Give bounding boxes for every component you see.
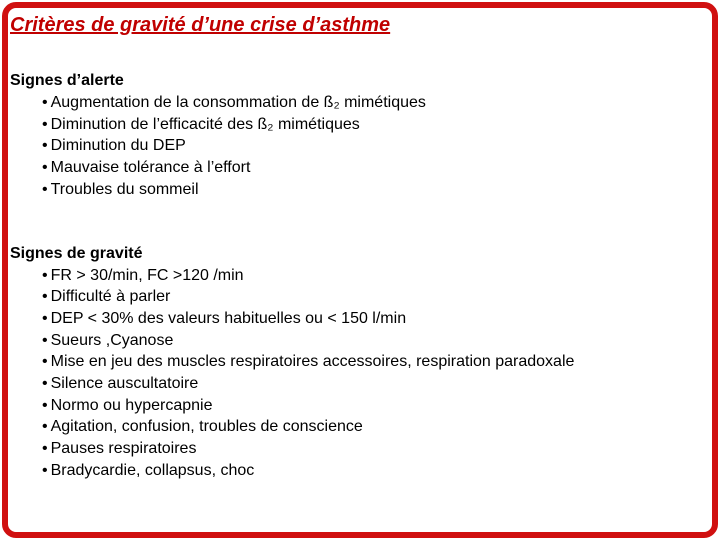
list-item <box>42 308 706 330</box>
bullet-text: Mauvaise tolérance à l’effort <box>50 159 251 177</box>
list-item <box>42 395 706 417</box>
section-signes-gravite <box>10 243 706 482</box>
bullet-icon: • <box>42 288 48 306</box>
bullet-icon: • <box>42 159 48 177</box>
bullet-list <box>10 265 706 482</box>
bullet-icon: • <box>42 115 48 133</box>
bullet-text: Sueurs ,Cyanose <box>50 331 174 349</box>
bullet-icon: • <box>42 137 48 155</box>
list-item <box>42 351 706 373</box>
list-item <box>42 114 706 136</box>
list-item <box>42 416 706 438</box>
bullet-icon: • <box>42 396 48 414</box>
bullet-icon: • <box>42 440 48 458</box>
list-item <box>42 460 706 482</box>
slide-content <box>10 12 706 482</box>
list-item <box>42 438 706 460</box>
list-item <box>42 373 706 395</box>
bullet-list <box>10 92 706 201</box>
bullet-icon: • <box>42 461 48 479</box>
bullet-text: Diminution de l’efficacité des ß₂ mimétiques <box>50 115 360 133</box>
list-item <box>42 92 706 114</box>
bullet-text: Augmentation de la consommation de ß₂ mimétiques <box>50 94 426 111</box>
bullet-icon: • <box>42 94 48 111</box>
list-item <box>42 135 706 157</box>
section-heading: Signes d’alerte <box>10 72 124 89</box>
list-item <box>42 286 706 308</box>
list-item <box>42 330 706 352</box>
bullet-text: Normo ou hypercapnie <box>50 396 213 414</box>
bullet-text: Silence auscultatoire <box>50 375 199 393</box>
bullet-text: FR > 30/min, FC >120 /min <box>50 266 244 284</box>
bullet-icon: • <box>42 331 48 349</box>
section-signes-alerte <box>10 70 706 201</box>
bullet-text: DEP < 30% des valeurs habituelles ou < 150 l/min <box>50 309 407 327</box>
list-item <box>42 179 706 201</box>
bullet-icon: • <box>42 375 48 393</box>
bullet-text: Bradycardie, collapsus, choc <box>50 461 255 479</box>
slide-title: Critères de gravité d’une crise d’asthme <box>10 14 391 36</box>
bullet-text: Difficulté à parler <box>50 288 171 306</box>
bullet-icon: • <box>42 309 48 327</box>
bullet-text: Mise en jeu des muscles respiratoires accessoires, respiration paradoxale <box>50 353 575 371</box>
section-heading: Signes de gravité <box>10 244 143 262</box>
bullet-icon: • <box>42 353 48 371</box>
bullet-icon: • <box>42 266 48 284</box>
bullet-icon: • <box>42 418 48 436</box>
bullet-text: Agitation, confusion, troubles de conscience <box>50 418 363 436</box>
list-item <box>42 157 706 179</box>
bullet-text: Troubles du sommeil <box>50 180 199 198</box>
bullet-icon: • <box>42 180 48 198</box>
bullet-text: Diminution du DEP <box>50 137 186 155</box>
list-item <box>42 265 706 287</box>
bullet-text: Pauses respiratoires <box>50 440 197 458</box>
